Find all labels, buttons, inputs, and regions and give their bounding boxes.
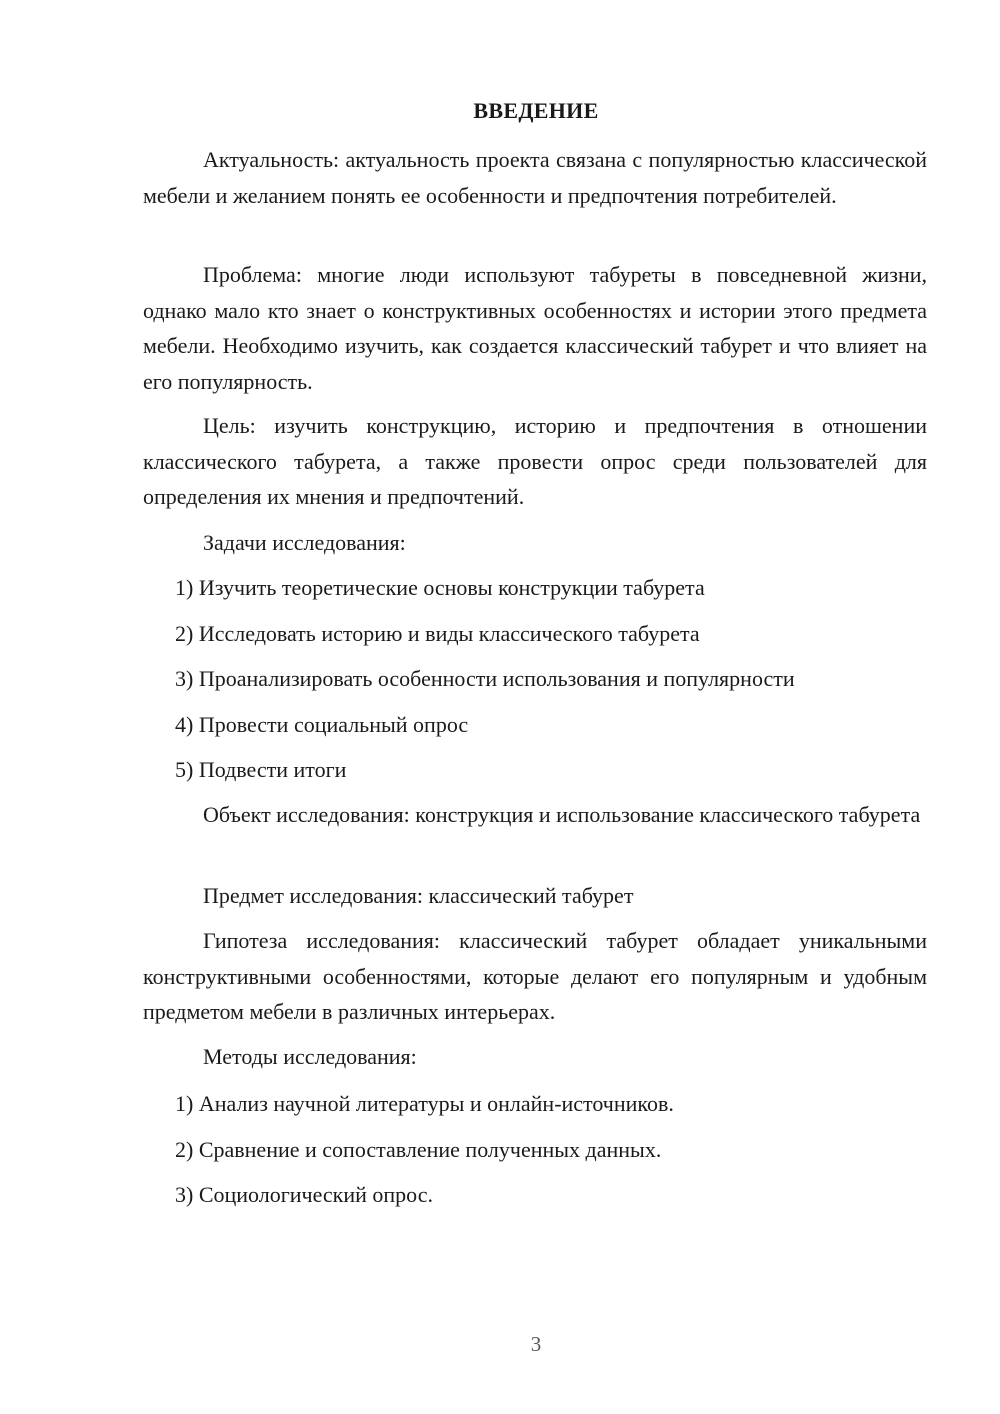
tasks-heading-text: Задачи исследования: <box>203 530 406 555</box>
paragraph-problem-text: Проблема: многие люди используют табуреты в повседневной жизни, однако мало кто знает о конструктивных особенностях и истории этого предмета мебели. Необходимо изучить, как создается классический табурет и что влияет на его популярность. <box>143 262 927 394</box>
list-item: 1) Анализ научной литературы и онлайн-источников. <box>175 1091 674 1116</box>
tasks-heading <box>143 525 927 561</box>
paragraph-subject <box>143 878 927 914</box>
paragraph-relevance <box>143 142 927 213</box>
paragraph-relevance-text: Актуальность: актуальность проекта связана с популярностью классической мебели и желанием понять ее особенности и предпочтения потребителей. <box>143 147 927 208</box>
list-item: 3) Проанализировать особенности использования и популярности <box>175 666 795 691</box>
paragraph-hypothesis <box>143 923 927 1030</box>
list-item: 3) Социологический опрос. <box>175 1182 433 1207</box>
paragraph-object-text: Объект исследования: конструкция и использование классического табурета <box>203 802 921 827</box>
paragraph-goal <box>143 408 927 515</box>
paragraph-object <box>143 797 927 833</box>
page-title: ВВЕДЕНИЕ <box>473 98 599 123</box>
list-item: 2) Исследовать историю и виды классического табурета <box>175 620 700 646</box>
paragraph-problem <box>143 257 927 399</box>
methods-heading <box>143 1039 927 1075</box>
list-item: 1) Изучить теоретические основы конструкции табурета <box>175 575 705 600</box>
paragraph-subject-text: Предмет исследования: классический табурет <box>203 883 634 908</box>
list-item: 5) Подвести итоги <box>175 757 347 782</box>
methods-heading-text: Методы исследования: <box>203 1044 417 1069</box>
list-item: 2) Сравнение и сопоставление полученных данных. <box>175 1136 662 1162</box>
tasks-list <box>143 570 927 788</box>
page-number: 3 <box>530 1332 542 1356</box>
paragraph-hypothesis-text: Гипотеза исследования: классический табурет обладает уникальными конструктивными особенностями, которые делают его популярным и удобным предметом мебели в различных интерьерах. <box>143 928 927 1024</box>
paragraph-goal-text: Цель: изучить конструкцию, историю и предпочтения в отношении классического табурета, а также провести опрос среди пользователей для определения их мнения и предпочтений. <box>143 413 927 509</box>
methods-list <box>143 1086 927 1213</box>
list-item: 4) Провести социальный опрос <box>175 711 469 737</box>
